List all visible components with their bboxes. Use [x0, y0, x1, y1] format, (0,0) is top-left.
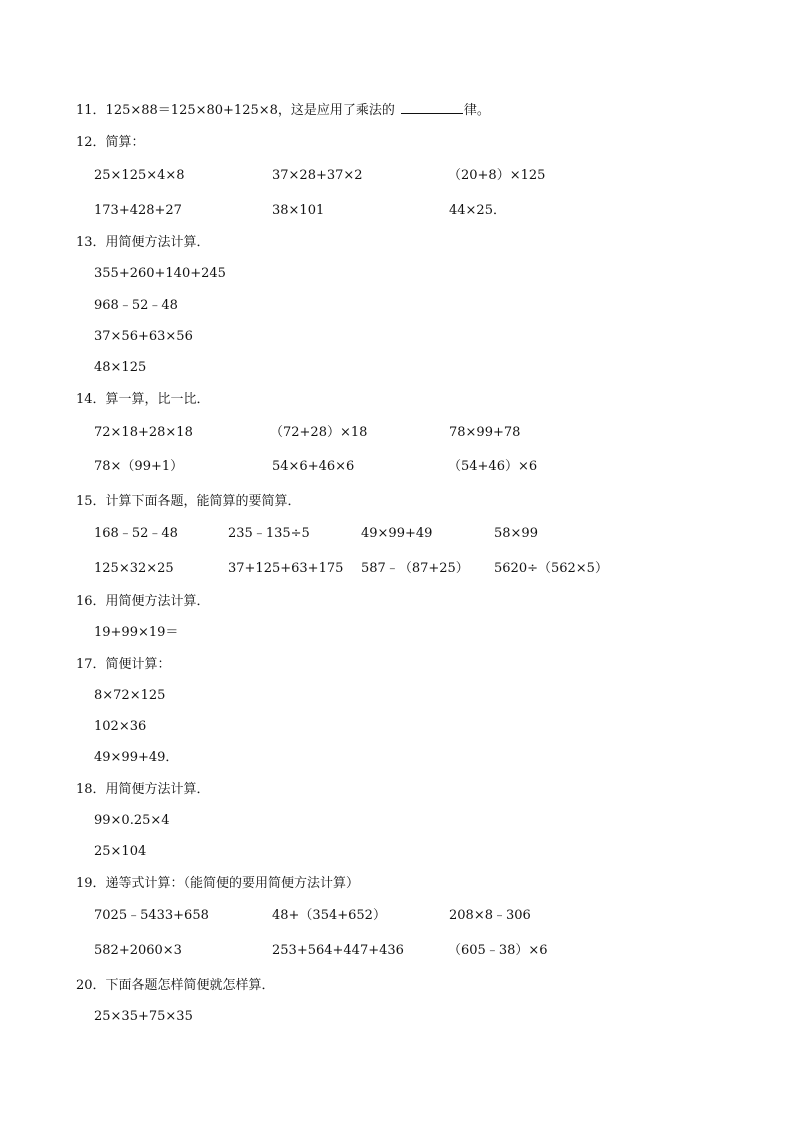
question-19	[76, 875, 359, 893]
expression: 253+564+447+436	[272, 943, 404, 958]
expression: （54+46）×6	[448, 459, 538, 474]
expression: （605﹣38）×6	[448, 943, 548, 958]
expression: 78×99+78	[449, 425, 521, 440]
expression: 968﹣52﹣48	[94, 298, 178, 313]
question-number: 20．	[76, 978, 106, 993]
expression: 8×72×125	[94, 688, 166, 703]
expression: 19+99×19＝	[94, 625, 179, 640]
expression: 37+125+63+175	[228, 561, 344, 576]
expression: 72×18+28×18	[94, 425, 193, 440]
expression: 125×32×25	[94, 561, 174, 576]
expression: 235﹣135÷5	[228, 526, 310, 541]
question-title: 简便计算：	[105, 657, 171, 672]
question-17	[76, 656, 171, 674]
expression: 58×99	[494, 526, 538, 541]
expression: 54×6+46×6	[272, 459, 355, 474]
expression: 355+260+140+245	[94, 266, 226, 281]
expression: 587﹣（87+25）	[361, 561, 469, 576]
question-title: 下面各题怎样简便就怎样算．	[105, 978, 275, 993]
expression: 37×56+63×56	[94, 329, 193, 344]
expression: 48+（354+652）	[272, 908, 386, 923]
expression: 582+2060×3	[94, 943, 182, 958]
question-title: 用简便方法计算．	[105, 594, 210, 609]
question-number: 16．	[76, 594, 106, 609]
question-15	[76, 493, 301, 511]
expression: 37×28+37×2	[272, 168, 363, 183]
question-12	[76, 134, 145, 152]
question-title: 用简便方法计算．	[105, 235, 210, 250]
expression: 7025﹣5433+658	[94, 908, 209, 923]
question-number: 11．	[76, 103, 106, 118]
question-11	[76, 101, 490, 120]
expression: 99×0.25×4	[94, 813, 170, 828]
expression: （20+8）×125	[448, 168, 546, 183]
expression: 44×25．	[449, 203, 506, 218]
question-number: 14．	[76, 392, 106, 407]
question-title: 算一算，比一比．	[105, 392, 210, 407]
expression: 25×104	[94, 844, 147, 859]
question-number: 17．	[76, 657, 106, 672]
question-title: 计算下面各题，能简算的要简算．	[105, 494, 301, 509]
expression: 38×101	[272, 203, 325, 218]
expression: 25×125×4×8	[94, 168, 185, 183]
expression: 48×125	[94, 360, 147, 375]
question-13	[76, 234, 210, 252]
question-number: 12．	[76, 135, 106, 150]
question-text-end: 律。	[463, 103, 490, 118]
question-number: 13．	[76, 235, 106, 250]
expression: （72+28）×18	[270, 425, 368, 440]
expression: 78×（99+1）	[94, 459, 184, 474]
expression: 25×35+75×35	[94, 1009, 193, 1024]
question-title: 简算：	[105, 135, 145, 150]
question-number: 15．	[76, 494, 106, 509]
question-number: 18．	[76, 782, 106, 797]
question-20	[76, 977, 275, 995]
answer-blank[interactable]	[401, 101, 463, 114]
question-number: 19．	[76, 876, 106, 891]
question-text: 125×88＝125×80+125×8，这是应用了乘法的	[105, 103, 395, 118]
question-16	[76, 593, 210, 611]
expression: 49×99+49	[361, 526, 433, 541]
expression: 168﹣52﹣48	[94, 526, 178, 541]
expression: 102×36	[94, 719, 147, 734]
question-title: 用简便方法计算．	[105, 782, 210, 797]
expression: 208×8﹣306	[449, 908, 531, 923]
expression: 5620÷（562×5）	[494, 561, 608, 576]
question-14	[76, 391, 210, 409]
question-title: 递等式计算：（能简便的要用简便方法计算）	[105, 876, 360, 891]
expression: 173+428+27	[94, 203, 182, 218]
question-18	[76, 781, 210, 799]
expression: 49×99+49．	[94, 750, 179, 765]
